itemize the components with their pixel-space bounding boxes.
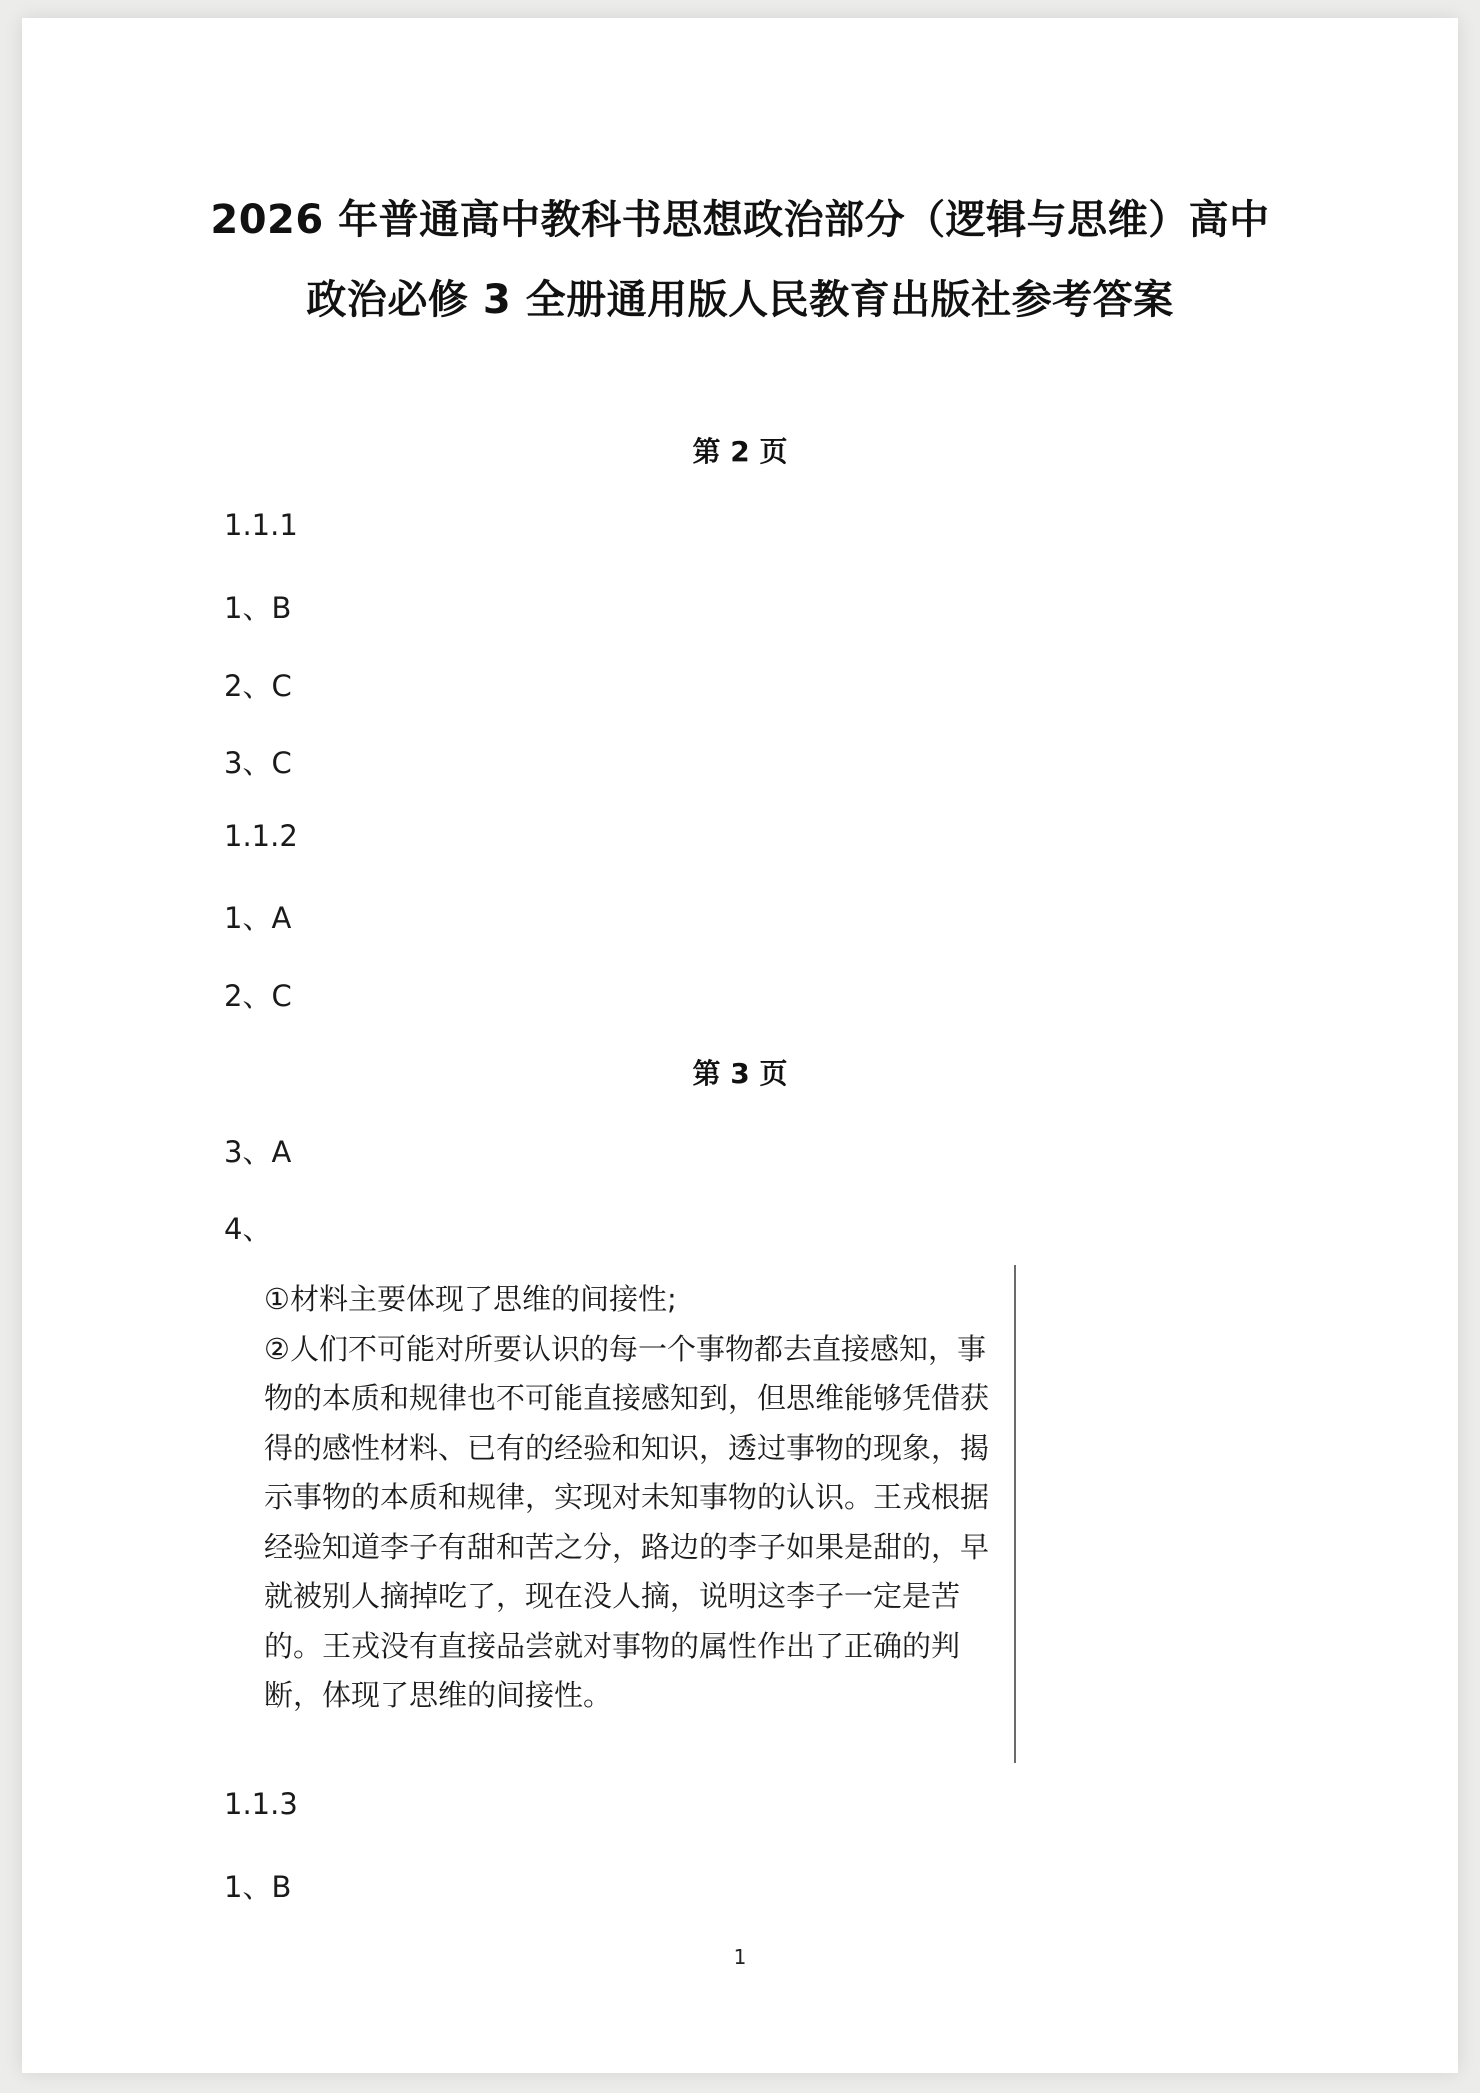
document-title-line-1: 2026 年普通高中教科书思想政治部分（逻辑与思维）高中 <box>210 197 1270 243</box>
answer-line: 2、C <box>224 669 292 703</box>
document-title-line-2: 政治必修 3 全册通用版人民教育出版社参考答案 <box>306 277 1174 323</box>
page-heading-2: 第 2 页 <box>692 435 788 468</box>
answer-line: 3、A <box>224 1135 292 1169</box>
page-number: 1 <box>733 1945 747 1969</box>
section-label: 1.1.3 <box>224 1787 298 1821</box>
section-label: 1.1.2 <box>224 819 298 853</box>
answer-paragraph-2: ②人们不可能对所要认识的每一个事物都去直接感知，事物的本质和规律也不可能直接感知到，但思维能够凭借获得的感性材料、已有的经验和知识，透过事物的现象，揭示事物的本质和规律，实现对未知事物的认识。王戎根据经验知道李子有甜和苦之分，路边的李子如果是甜的，早就被别人摘掉吃了，现在没人摘，说明这李子一定是苦的。王戎没有直接品尝就对事物的属性作出了正确的判断，体现了思维的间接性。 <box>264 1331 990 1712</box>
answer-line: 4、 <box>224 1212 272 1246</box>
answer-line: 1、A <box>224 901 292 935</box>
answer-line: 1、B <box>224 591 292 625</box>
answer-line: 2、C <box>224 979 292 1013</box>
answer-block <box>244 1265 1016 1763</box>
section-label: 1.1.1 <box>224 508 298 542</box>
answer-paragraph-1: ①材料主要体现了思维的间接性; <box>264 1282 677 1316</box>
answer-line: 3、C <box>224 746 292 780</box>
answer-block-text <box>264 1275 999 1721</box>
page-heading-3: 第 3 页 <box>692 1057 788 1090</box>
answer-line: 1、B <box>224 1870 292 1904</box>
document-page <box>22 18 1458 2073</box>
